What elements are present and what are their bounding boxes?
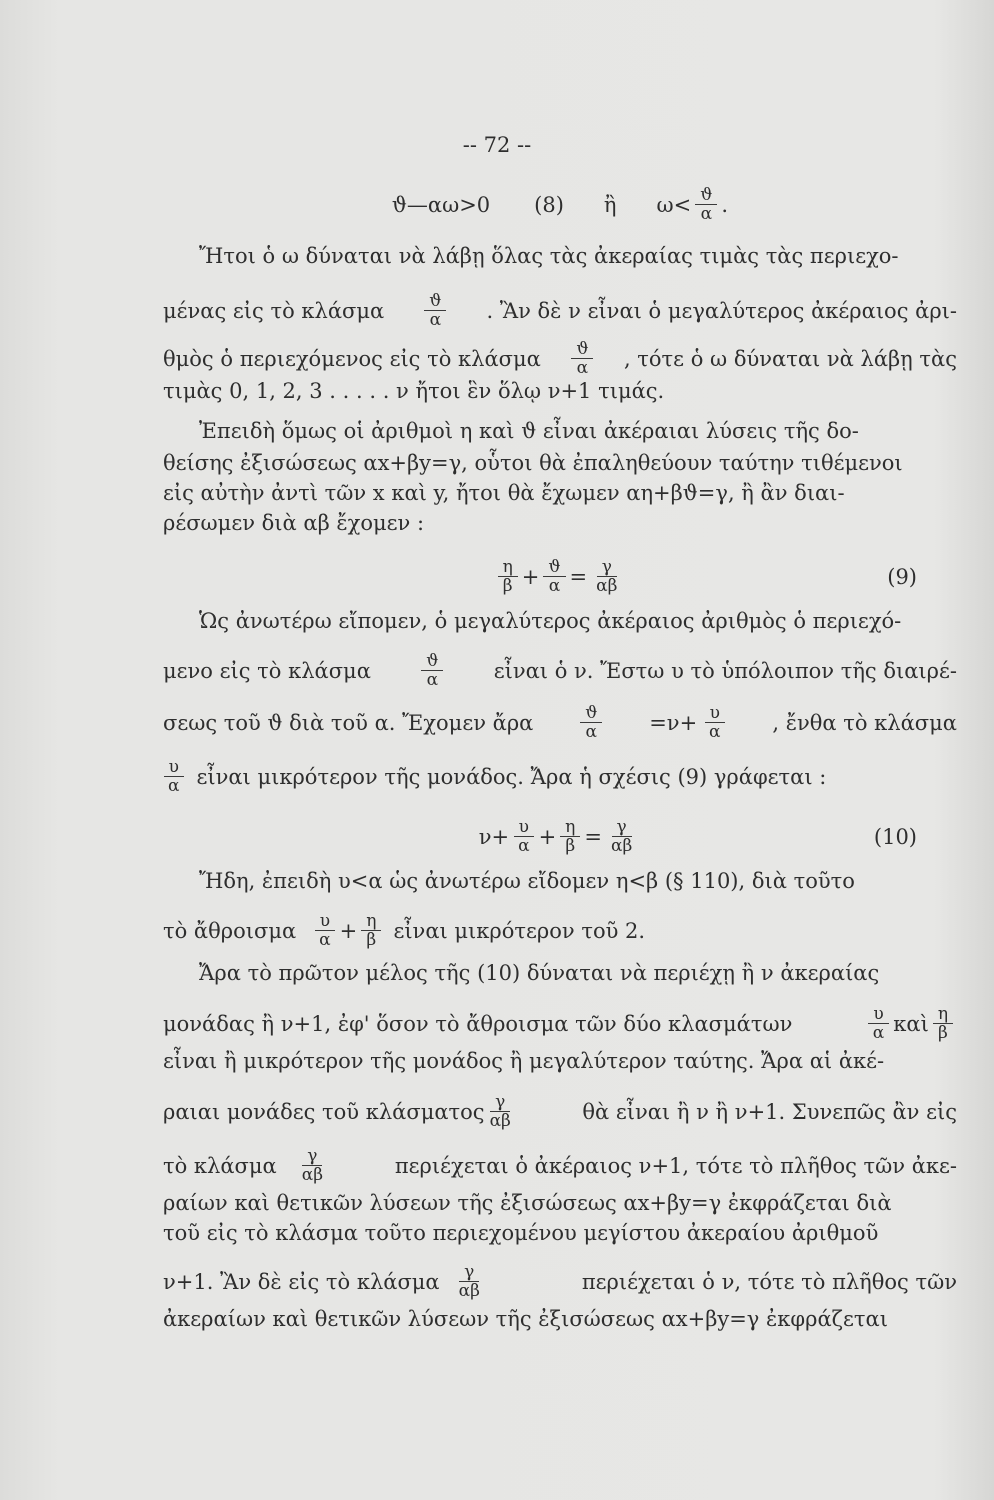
fraction: $\frac{\gamma}{\alpha\beta}$ (301, 1146, 324, 1185)
inequality-8: ϑ—αω>0 (8) ἢ ω< $\frac{ϑ}{\alpha}$ . (391, 185, 729, 224)
fraction: $\frac{\upsilon}{\alpha}$ (868, 1005, 889, 1042)
fraction: $\frac{\eta}{\beta}$ (560, 818, 580, 855)
equation-number: (10) (873, 824, 917, 849)
or-word: ἢ (603, 192, 617, 217)
inequality-lhs: ϑ—αω>0 (391, 192, 491, 217)
fraction: $\frac{\gamma}{\alpha\beta}$ (458, 1262, 480, 1301)
equation-number: (9) (887, 564, 917, 589)
fraction: $\frac{ϑ}{\alpha}$ (580, 704, 602, 741)
text-line: Ἄρα τὸ πρῶτον μέλος τῆς (10) δύναται νὰ περιέχῃ ἢ ν ἀκεραίας (199, 961, 880, 985)
text-line: εἰς αὐτὴν ἀντὶ τῶν x καὶ y, ἤτοι θὰ ἔχωμεν αη+βϑ=γ, ἢ ἂν διαι- (163, 481, 845, 505)
fraction: $\frac{\eta}{\beta}$ (933, 1005, 953, 1042)
equation-9: $\frac{\eta}{\beta}$ + $\frac{ϑ}{\alpha}$ = $\frac{\gamma}{\alpha\beta}$ (9) (163, 558, 957, 595)
text-line: ἀκεραίων καὶ θετικῶν λύσεων τῆς ἐξισώσεως αx+βy=γ ἐκφράζεται (163, 1307, 888, 1331)
fraction: $\frac{ϑ}{\alpha}$ (695, 186, 717, 223)
text-line: μενο εἰς τὸ κλάσμα $\frac{ϑ}{\alpha}$ εἶναι ὁ ν. Ἔστω υ τὸ ὑπόλοιπον τῆς διαιρέ- (163, 651, 957, 690)
text-line: εἶναι ἢ μικρότερον τῆς μονάδος ἢ μεγαλύτερον ταύτης. Ἄρα αἱ ἀκέ- (163, 1049, 885, 1073)
text-line: Ἐπειδὴ ὅμως οἱ ἀριθμοὶ η καὶ ϑ εἶναι ἀκέραιαι λύσεις τῆς δο- (199, 419, 859, 443)
text-line: τιμὰς 0, 1, 2, 3 . . . . . ν ἤτοι ἓν ὅλῳ ν+1 τιμάς. (163, 379, 665, 403)
fraction: $\frac{ϑ}{\alpha}$ (543, 558, 565, 595)
text-line: θείσης ἐξισώσεως αx+βy=γ, οὗτοι θὰ ἐπαληθεύουν ταύτην τιθέμενοι (163, 451, 903, 475)
fraction: $\frac{ϑ}{\alpha}$ (424, 292, 446, 329)
inequality-rhs: ω< (656, 192, 692, 217)
text-line: σεως τοῦ ϑ διὰ τοῦ α. Ἔχομεν ἄρα $\frac{ϑ}{\alpha}$ =ν+ $\frac{\upsilon}{\alpha}$ , ἔνθα τὸ κλάσμα (163, 703, 957, 742)
fraction: $\frac{\gamma}{\alpha\beta}$ (596, 557, 618, 596)
text-line: θμὸς ὁ περιεχόμενος εἰς τὸ κλάσμα $\frac{ϑ}{\alpha}$ , τότε ὁ ω δύναται νὰ λάβῃ τὰς (163, 339, 957, 378)
text-line: Ὡς ἀνωτέρω εἴπομεν, ὁ μεγαλύτερος ἀκέραιος ἀριθμὸς ὁ περιεχό- (199, 609, 902, 633)
text-line: τὸ ἄθροισμα $\frac{\upsilon}{\alpha}$ + $\frac{\eta}{\beta}$ εἶναι μικρότερον τοῦ 2. (163, 911, 646, 950)
fraction: $\frac{ϑ}{\alpha}$ (571, 340, 593, 377)
equation-10: ν+ $\frac{\upsilon}{\alpha}$ + $\frac{\eta}{\beta}$ = $\frac{\gamma}{\alpha\beta}$ (10) (478, 817, 917, 856)
fraction: $\frac{\eta}{\beta}$ (361, 912, 381, 949)
fraction: $\frac{\upsilon}{\alpha}$ (314, 912, 335, 949)
text-line: ραίων καὶ θετικῶν λύσεων τῆς ἐξισώσεως αx+βy=γ ἐκφράζεται διὰ (163, 1191, 892, 1215)
text-line: μονάδας ἢ ν+1, ἐφ' ὅσον τὸ ἄθροισμα τῶν δύο κλασμάτων $\frac{\upsilon}{\alpha}$ καὶ $\frac{\eta}{\beta}$ (163, 1005, 957, 1042)
page-number: -- 72 -- (462, 133, 532, 157)
equation-number: (8) (534, 192, 564, 217)
text-line: $\frac{\upsilon}{\alpha}$ εἶναι μικρότερον τῆς μονάδος. Ἄρα ἡ σχέσις (9) γράφεται : (163, 758, 957, 795)
text-line: Ἤδη, ἐπειδὴ υ<α ὡς ἀνωτέρω εἴδομεν η<β (§ 110), διὰ τοῦτο (199, 869, 855, 893)
fraction: $\frac{\gamma}{\alpha\beta}$ (610, 817, 633, 856)
text-line: τοῦ εἰς τὸ κλάσμα τοῦτο περιεχομένου μεγίστου ἀκεραίου ἀριθμοῦ (163, 1221, 879, 1245)
text-line: Ἤτοι ὁ ω δύναται νὰ λάβῃ ὅλας τὰς ἀκεραίας τιμὰς τὰς περιεχο- (199, 244, 899, 268)
fraction: $\frac{\eta}{\beta}$ (498, 558, 518, 595)
fraction: $\frac{\upsilon}{\alpha}$ (163, 758, 184, 795)
text-line: ρέσωμεν διὰ αβ ἔχομεν : (163, 511, 425, 535)
text-line: ραιαι μονάδες τοῦ κλάσματος $\frac{\gamma}{\alpha\beta}$ θὰ εἶναι ἢ ν ἢ ν+1. Συνεπῶς ἂν εἰς (163, 1092, 957, 1131)
text-line: τὸ κλάσμα $\frac{\gamma}{\alpha\beta}$ περιέχεται ὁ ἀκέραιος ν+1, τότε τὸ πλῆθος τῶν ἀκε- (163, 1146, 957, 1185)
fraction: $\frac{ϑ}{\alpha}$ (421, 652, 443, 689)
text-line: ν+1. Ἂν δὲ εἰς τὸ κλάσμα $\frac{\gamma}{\alpha\beta}$ περιέχεται ὁ ν, τότε τὸ πλῆθος τῶν (163, 1262, 957, 1301)
fraction: $\frac{\gamma}{\alpha\beta}$ (489, 1092, 511, 1131)
text-line: μένας εἰς τὸ κλάσμα $\frac{ϑ}{\alpha}$ . Ἂν δὲ ν εἶναι ὁ μεγαλύτερος ἀκέραιος ἀρι- (163, 291, 957, 330)
fraction: $\frac{\upsilon}{\alpha}$ (513, 818, 534, 855)
fraction: $\frac{\upsilon}{\alpha}$ (704, 704, 725, 741)
